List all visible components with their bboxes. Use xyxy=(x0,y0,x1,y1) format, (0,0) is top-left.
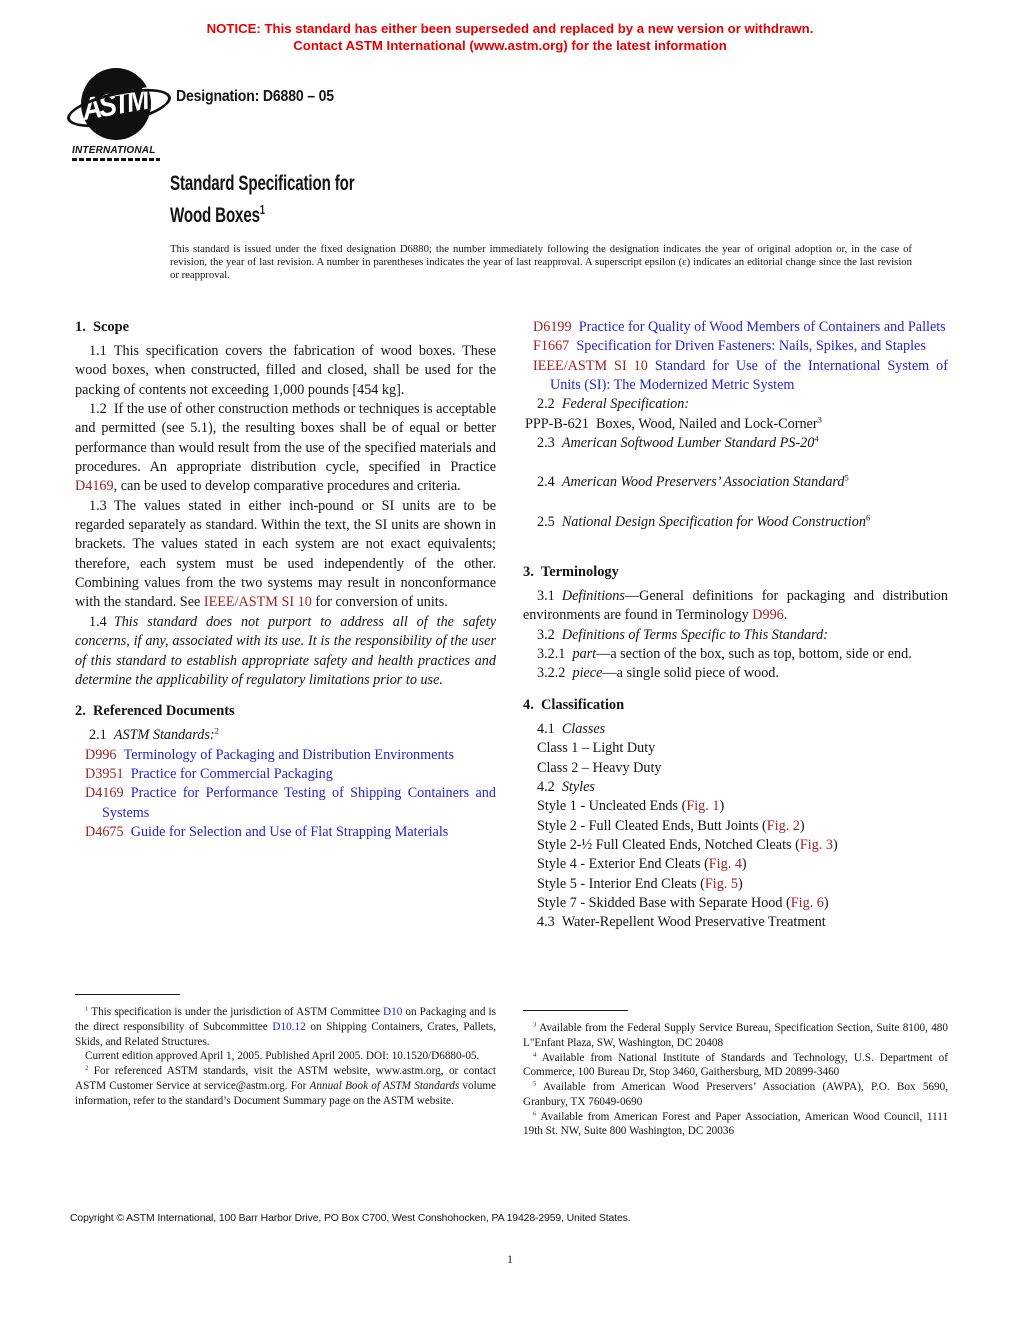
doc-link[interactable]: D996 xyxy=(85,746,117,763)
doc-link[interactable]: IEEE/ASTM SI 10 xyxy=(203,594,312,611)
text-segment: Federal Specification: xyxy=(561,396,690,413)
text-segment: Current edition approved April 1, 2005. Published April 2005. DOI: 10.1520/D6880-05. xyxy=(85,1050,480,1063)
text-segment: Available from National Institute of Standards and Technology, U.S. Department of Commerce, 100 Bureau Dr, Stop 3460, Gaithersburg, MD 20899-3460 xyxy=(523,1051,948,1079)
footnote-separator-right xyxy=(523,1010,628,1011)
issuance-note: This standard is issued under the fixed designation D6880; the number immediately following the designation indicates the year of original adoption or, in the case of revision, the year of last revision. A number in parentheses indicates the year of last reapproval. A superscript epsilon (ε) indicates an editorial change since the last revision or reapproval. xyxy=(170,243,912,282)
doc-link[interactable]: Specification for Driven Fasteners: Nails, Spikes, and Staples xyxy=(569,338,926,355)
text-segment: Styles xyxy=(561,778,595,795)
doc-link[interactable]: Fig. 1 xyxy=(686,798,720,815)
astm-logo xyxy=(72,68,172,161)
doc-link[interactable]: D4169 xyxy=(85,785,124,802)
class-1-line xyxy=(523,739,948,758)
text-segment: 2 xyxy=(85,1064,89,1072)
doc-link[interactable]: Standard for Use of the International System of Units (SI): The Modernized Metric System xyxy=(550,357,948,394)
text-segment: Definitions of Terms Specific to This Standard: xyxy=(561,626,828,643)
footnote-3 xyxy=(523,1021,948,1051)
text-segment: National Design Specification for Wood Construction xyxy=(561,513,866,530)
class-2-line xyxy=(523,759,948,778)
text-segment: Style 7 - Skidded Base with Separate Hood ( xyxy=(537,894,791,911)
text-segment: Style 2 - Full Cleated Ends, Butt Joints ( xyxy=(537,817,767,834)
para-2-2 xyxy=(523,395,948,414)
doc-link[interactable]: Fig. 6 xyxy=(790,894,824,911)
text-segment: 2.1 xyxy=(89,727,114,744)
para-2-4 xyxy=(523,473,948,492)
para-3-1 xyxy=(523,587,948,626)
heading-scope: 1. Scope xyxy=(75,319,129,335)
doc-link[interactable]: Fig. 3 xyxy=(799,836,833,853)
text-segment: , can be used to develop comparative procedures and criteria. xyxy=(113,478,461,495)
reference-entry-f1667 xyxy=(533,337,948,356)
footnote-6 xyxy=(523,1110,948,1140)
title-line-2: Wood Boxes$^1$ xyxy=(170,203,265,227)
text-segment: 2.3 xyxy=(537,435,562,452)
doc-link[interactable]: D4169 xyxy=(75,478,114,495)
left-column xyxy=(75,318,496,842)
text-segment: —a section of the box, such as top, bottom, side or end. xyxy=(596,646,912,663)
text-segment: ) xyxy=(741,856,747,873)
text-segment: part xyxy=(572,646,597,663)
text-segment: This specification is under the jurisdiction of ASTM Committee xyxy=(88,1006,384,1018)
para-3-2-1 xyxy=(523,645,948,664)
style-7-line xyxy=(523,894,948,913)
text-segment: Classes xyxy=(561,720,606,737)
text-segment: on Packaging and is the direct responsibility of Subcommittee xyxy=(75,1006,497,1033)
text-segment: 2.4 xyxy=(537,474,562,491)
para-1-4 xyxy=(75,613,496,690)
text-segment: 4 xyxy=(814,433,819,444)
astm-logo-emblem-icon xyxy=(74,68,158,140)
text-segment: American Softwood Lumber Standard PS-20 xyxy=(561,435,815,452)
text-segment: 5 xyxy=(844,472,849,483)
notice-line-2: Contact ASTM International (www.astm.org) for the latest information xyxy=(293,37,727,53)
astm-logo-subtext: INTERNATIONAL xyxy=(72,145,156,156)
reference-entry-ppp-b-621 xyxy=(523,415,948,434)
text-segment: 1.1 This specification covers the fabrication of wood boxes. These wood boxes, when constructed, filled and closed, shall be used for the packing of contents not exceeding 1,000 pounds [454 kg]. xyxy=(75,343,496,398)
doc-link[interactable]: Practice for Commercial Packaging xyxy=(123,765,333,782)
footnote-1b xyxy=(75,1049,496,1064)
reference-entry-d4675 xyxy=(85,823,496,842)
page-title xyxy=(170,171,354,229)
para-1-3 xyxy=(75,497,496,613)
copyright-line: Copyright © ASTM International, 100 Barr Harbor Drive, PO Box C700, West Conshohocken, PA 19428-2959, United States. xyxy=(70,1213,631,1224)
text-segment: Definitions xyxy=(561,588,625,605)
para-3-2 xyxy=(523,626,948,645)
text-segment: For referenced ASTM standards, visit the ASTM website, www.astm.org, or contact ASTM Customer Service at service@astm.org. For xyxy=(75,1065,496,1092)
text-segment: PPP-B-621 Boxes, Wood, Nailed and Lock-Corner xyxy=(525,415,818,432)
para-2-5 xyxy=(523,513,948,532)
astm-logo-text: ASTM xyxy=(79,81,150,127)
heading-classification: 4. Classification xyxy=(523,696,625,713)
text-segment: 3.2 xyxy=(537,626,562,643)
text-segment: ) xyxy=(737,875,743,892)
doc-link[interactable]: Terminology of Packaging and Distribution Environments xyxy=(116,746,455,763)
text-segment: Style 2-½ Full Cleated Ends, Notched Cleats ( xyxy=(537,836,800,853)
text-segment: Style 1 - Uncleated Ends ( xyxy=(537,798,687,815)
text-segment: 5 xyxy=(533,1080,537,1088)
style-4-line xyxy=(523,855,948,874)
text-segment: Annual Book of ASTM Standards xyxy=(309,1079,460,1092)
para-2-1 xyxy=(75,726,496,745)
doc-link[interactable]: D10 xyxy=(383,1006,403,1018)
heading-referenced-documents: 2. Referenced Documents xyxy=(75,703,235,720)
text-segment: 1.3 The values stated in either inch-pound or SI units are to be regarded separately as standard. Within the text, the SI units are shown in brackets. The values stated in each system are not exact equivalents; therefore, each system must be used independently of the other. Combining values from the two systems may result in nonconformance with the standard. See xyxy=(75,497,496,611)
doc-link[interactable]: F1667 xyxy=(533,338,570,355)
doc-link[interactable]: Guide for Selection and Use of Flat Strapping Materials xyxy=(123,823,449,840)
doc-link[interactable]: D10.12 xyxy=(272,1020,306,1033)
text-segment: This standard does not purport to address all of the safety concerns, if any, associated with its use. It is the responsibility of the user of this standard to establish appropriate safety and health practices and determine the applicability of regulatory limitations prior to use. xyxy=(75,613,496,688)
doc-link[interactable]: Fig. 4 xyxy=(708,856,742,873)
heading-terminology: 3. Terminology xyxy=(523,564,619,581)
notice-line-1: NOTICE: This standard has either been superseded and replaced by a new version or withdrawn. xyxy=(206,21,814,36)
doc-link[interactable]: Practice for Quality of Wood Members of Containers and Pallets xyxy=(571,319,946,335)
text-segment: 2.2 xyxy=(537,396,562,413)
designation: Designation: D6880 – 05 xyxy=(176,88,334,105)
text-segment: for conversion of units. xyxy=(311,594,448,611)
title-footnote-ref[interactable]: 1 xyxy=(259,203,265,217)
footnotes-left xyxy=(75,994,496,1108)
text-segment: 6 xyxy=(533,1109,537,1117)
para-4-1 xyxy=(523,720,948,739)
footnote-5 xyxy=(523,1080,948,1110)
text-segment: 1.4 xyxy=(89,613,114,630)
text-segment: 3 xyxy=(533,1021,537,1029)
text-segment: ) xyxy=(719,798,725,815)
text-segment: 4 xyxy=(533,1050,537,1058)
text-segment: American Wood Preservers’ Association Standard xyxy=(561,474,845,491)
doc-link[interactable]: Fig. 5 xyxy=(704,875,738,892)
doc-link[interactable]: D4675 xyxy=(85,823,124,840)
footnotes-right xyxy=(523,1010,948,1139)
text-segment: 1.2 If the use of other construction methods or techniques is acceptable and permitted (see 5.1), the resulting boxes shall be of equal or better performance than would result from the use of the specified materials and procedures. An appropriate distribution cycle, specified in Practice xyxy=(75,401,496,476)
footnote-1 xyxy=(75,1005,496,1049)
text-segment: Class 2 – Heavy Duty xyxy=(537,759,662,776)
para-4-2 xyxy=(523,778,948,797)
style-2-line xyxy=(523,817,948,836)
text-segment: ) xyxy=(799,817,805,834)
text-segment: 4.1 xyxy=(537,720,562,737)
doc-link[interactable]: IEEE/ASTM SI 10 xyxy=(533,357,648,374)
text-segment: Style 5 - Interior End Cleats ( xyxy=(537,875,705,892)
text-segment: ASTM Standards: xyxy=(113,727,215,744)
text-segment: ) xyxy=(823,894,829,911)
reference-entry-d3951 xyxy=(85,765,496,784)
doc-link[interactable]: Practice for Performance Testing of Shipping Containers and Systems xyxy=(102,785,496,821)
astm-logo-rule xyxy=(72,158,160,161)
doc-link[interactable]: D996 xyxy=(752,607,784,624)
doc-link[interactable]: D3951 xyxy=(85,765,124,782)
page-number: 1 xyxy=(507,1254,513,1266)
text-segment: 4.3 Water-Repellent Wood Preservative Treatment xyxy=(537,914,826,931)
title-line-1: Standard Specification for xyxy=(170,172,355,195)
right-column xyxy=(523,318,948,933)
footnote-separator-left xyxy=(75,994,180,995)
text-segment: piece xyxy=(572,665,603,682)
reference-entry-d4169 xyxy=(85,784,496,823)
text-segment: 3 xyxy=(817,413,822,424)
reference-entry-ieee-astm-si-10 xyxy=(533,357,948,396)
text-segment: Class 1 – Light Duty xyxy=(537,740,656,757)
para-4-3 xyxy=(523,913,948,932)
text-segment: 1 xyxy=(85,1005,89,1013)
text-segment: volume information, refer to the standard’s Document Summary page on the ASTM website. xyxy=(75,1079,496,1107)
text-segment: 3.2.1 xyxy=(537,646,573,663)
text-segment: on Shipping Containers, Crates, Pallets, Skids, and Related Structures. xyxy=(75,1020,496,1048)
text-segment: Available from American Wood Preservers’ Association (AWPA), P.O. Box 5690, Granbury, TX 76049-0690 xyxy=(523,1081,948,1108)
para-1-1 xyxy=(75,342,496,400)
text-segment: Available from the Federal Supply Service Bureau, Specification Section, Suite 8100, 480 L"Enfant Plaza, SW, Washington, DC 20408 xyxy=(523,1022,948,1049)
text-segment: —General definitions for packaging and distribution environments are found in Terminology xyxy=(523,588,948,624)
para-3-2-2 xyxy=(523,664,948,683)
doc-link[interactable]: D6199 xyxy=(533,319,572,335)
footnote-4 xyxy=(523,1051,948,1081)
reference-entry-d996 xyxy=(85,746,496,765)
footnote-2 xyxy=(75,1064,496,1108)
text-segment: . xyxy=(783,607,788,624)
text-segment: —a single solid piece of wood. xyxy=(602,665,779,682)
para-2-3 xyxy=(523,434,948,453)
style-5-line xyxy=(523,875,948,894)
text-segment: 2 xyxy=(214,725,219,736)
text-segment: 2.5 xyxy=(537,513,562,530)
text-segment: ) xyxy=(832,836,838,853)
text-segment: 3.1 xyxy=(537,588,562,605)
text-segment: 3.2.2 xyxy=(537,665,573,682)
text-segment: Available from American Forest and Paper Association, American Wood Council, 1111 19th St. NW, Suite 800 Washington, DC 20036 xyxy=(523,1110,948,1138)
text-segment: Style 4 - Exterior End Cleats ( xyxy=(537,856,709,873)
text-segment: 6 xyxy=(865,512,871,523)
reference-entry-d6199 xyxy=(533,318,948,337)
style-1-line xyxy=(523,797,948,816)
style-2half-line xyxy=(523,836,948,855)
para-1-2 xyxy=(75,400,496,497)
doc-link[interactable]: Fig. 2 xyxy=(766,817,800,834)
supersession-notice xyxy=(0,21,1020,54)
text-segment: 4.2 xyxy=(537,778,562,795)
